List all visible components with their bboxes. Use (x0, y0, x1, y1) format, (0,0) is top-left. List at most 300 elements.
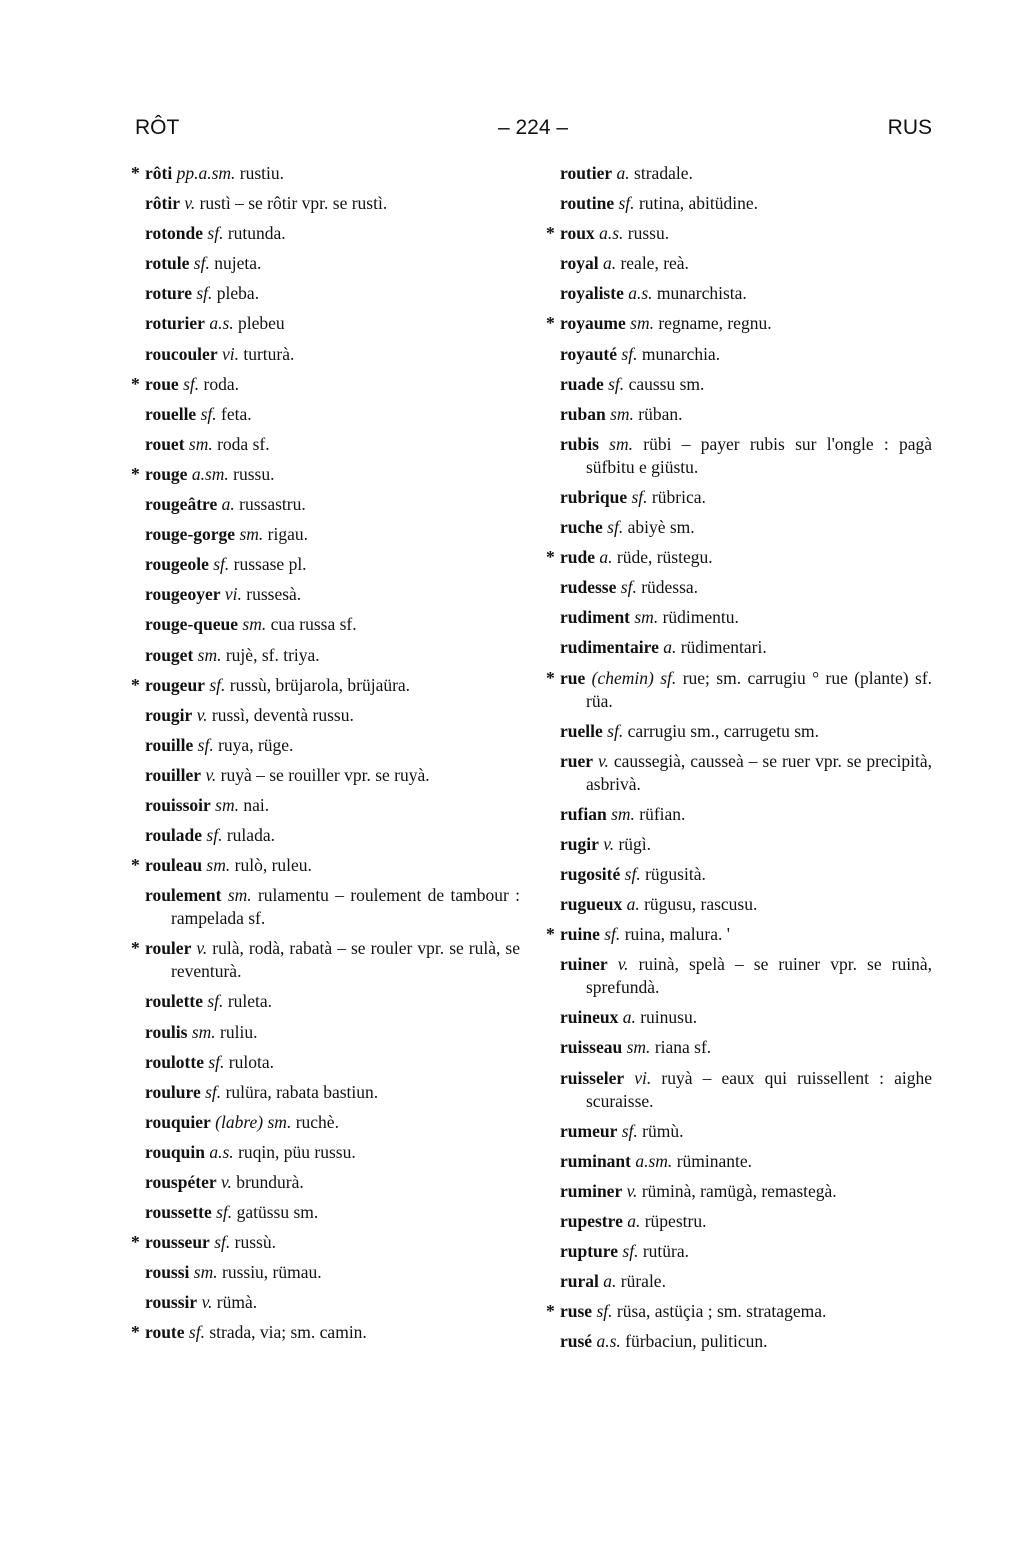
translation: rulò, ruleu. (234, 855, 312, 876)
translation: riana sf. (654, 1037, 712, 1058)
translation: rüminante. (676, 1150, 753, 1171)
grammar-label: sf. (216, 1202, 233, 1223)
dictionary-entry (560, 162, 932, 185)
grammar-label: sm. (242, 614, 267, 635)
headword: ruine (560, 924, 600, 945)
entry-star-marker: * (131, 674, 140, 695)
dictionary-entry (145, 794, 520, 817)
entry-star-marker: * (546, 313, 555, 334)
translation: munarchista. (656, 283, 747, 304)
dictionary-entry (145, 192, 520, 215)
translation: plebeu (238, 313, 285, 334)
grammar-label: a.s. (209, 313, 234, 334)
grammar-label: sm. (197, 644, 222, 665)
dictionary-entry (546, 312, 932, 335)
grammar-label: sf. (621, 1120, 638, 1141)
dictionary-entry (560, 1180, 932, 1203)
grammar-label: sm. (215, 794, 239, 815)
translation: rue; sm. carrugiu ° rue (plante) sf. rüa. (586, 667, 933, 711)
translation: gatüssu sm. (236, 1202, 319, 1223)
dictionary-entry (560, 282, 932, 305)
translation: rutunda. (227, 223, 286, 244)
headword: rougeur (145, 674, 205, 695)
translation: rüfian. (639, 803, 686, 824)
grammar-label: a.s. (628, 283, 653, 304)
headword: ruelle (560, 720, 603, 741)
grammar-label: sf. (208, 1051, 225, 1072)
headword: rufian (560, 803, 607, 824)
grammar-label: sm. (611, 803, 635, 824)
dictionary-entry (546, 222, 932, 245)
translation: russu. (233, 463, 275, 484)
translation: ruya, rüge. (218, 734, 294, 755)
headword: rudiment (560, 607, 630, 628)
grammar-label: v. (626, 1180, 638, 1201)
translation: ruyà – se rouiller vpr. se ruyà. (220, 764, 430, 785)
headword: rousseur (145, 1232, 210, 1253)
headword: roussi (145, 1262, 190, 1283)
headword: rupture (560, 1241, 619, 1261)
dictionary-entry (560, 373, 932, 396)
headword: roulade (145, 825, 203, 846)
grammar-label: v. (603, 833, 615, 854)
headword: rouissoir (145, 794, 211, 815)
translation: ruchè. (295, 1111, 339, 1132)
grammar-label: vi. (634, 1067, 652, 1088)
translation: rulada. (226, 825, 275, 846)
headword: roucouler (145, 343, 218, 364)
dictionary-entry (560, 636, 932, 659)
headword: ruche (560, 517, 603, 538)
dictionary-entry (560, 1006, 932, 1029)
header-last-word: RUS (887, 116, 932, 139)
translation: rübrica. (651, 486, 706, 507)
grammar-label: pp.a.sm. (176, 163, 236, 183)
dictionary-entry (546, 546, 932, 569)
dictionary-entry (131, 463, 520, 486)
translation: rigau. (267, 524, 308, 545)
headword: roussir (145, 1292, 198, 1313)
translation: rümà. (216, 1292, 258, 1313)
headword: routier (560, 163, 613, 183)
grammar-label: a.sm. (635, 1150, 673, 1171)
headword: royaume (560, 313, 626, 334)
headword: rougeole (145, 554, 209, 575)
dictionary-entry (560, 343, 932, 366)
translation: rutina, abitüdine. (638, 193, 759, 214)
translation: munarchia. (641, 343, 721, 364)
headword: rotonde (145, 223, 204, 244)
dictionary-entry (145, 403, 520, 426)
translation: rulamentu – roulement de tambour : rampelada sf. (171, 885, 521, 929)
dictionary-entry (145, 493, 520, 516)
dictionary-entry (145, 1261, 520, 1284)
entry-star-marker: * (546, 924, 555, 945)
translation: rulota. (228, 1051, 274, 1072)
translation: russù, brüjarola, brüjaüra. (229, 674, 411, 695)
grammar-label: v. (598, 750, 609, 771)
dictionary-entry (145, 252, 520, 275)
grammar-label: sf. (214, 1232, 231, 1253)
translation: russù. (234, 1232, 276, 1253)
grammar-label: a. (603, 1271, 617, 1292)
dictionary-entry (145, 824, 520, 847)
headword: rudesse (560, 577, 617, 598)
entry-star-marker: * (546, 1301, 555, 1322)
headword: roulis (145, 1021, 188, 1042)
translation: rügì. (618, 833, 652, 854)
grammar-label: sm. (191, 1021, 216, 1042)
headword: roux (560, 223, 595, 244)
dictionary-entry (131, 373, 520, 396)
translation: ruleta. (227, 991, 273, 1012)
grammar-label: a. (626, 894, 640, 915)
headword: rouspéter (145, 1172, 217, 1192)
translation: rüdessa. (641, 577, 699, 598)
dictionary-entry (560, 576, 932, 599)
grammar-label: sf. (207, 223, 224, 244)
dictionary-entry (560, 1330, 932, 1353)
grammar-label: sf. (206, 825, 223, 846)
grammar-label: sf. (618, 193, 635, 214)
translation: strada, via; sm. camin. (209, 1322, 367, 1343)
dictionary-entry (145, 222, 520, 245)
translation: rüpestru. (644, 1210, 707, 1231)
dictionary-entry (145, 990, 520, 1013)
headword: roulement (145, 885, 222, 906)
headword: rumeur (560, 1120, 618, 1141)
grammar-label: v. (196, 938, 208, 959)
dictionary-entry (560, 803, 932, 826)
headword: rubis (560, 433, 599, 454)
translation: brundurà. (236, 1172, 304, 1192)
translation: ruqin, püu russu. (238, 1141, 356, 1162)
grammar-label: sf. (621, 343, 638, 364)
grammar-label: a. (663, 637, 677, 658)
entry-star-marker: * (131, 1322, 140, 1343)
entry-star-marker: * (131, 938, 140, 959)
translation: caussu sm. (628, 373, 705, 394)
grammar-label: a.s. (596, 1331, 621, 1352)
headword: rouge (145, 463, 188, 484)
headword: rude (560, 547, 595, 568)
translation: roda. (203, 373, 239, 394)
headword: ruisseau (560, 1037, 623, 1058)
headword: ruse (560, 1301, 593, 1322)
grammar-label: sm. (206, 855, 231, 876)
dictionary-entry (145, 884, 520, 930)
headword: rôti (145, 163, 173, 183)
headword: roturier (145, 313, 205, 334)
grammar-label: (labre) sm. (215, 1111, 292, 1132)
headword: rouille (145, 734, 194, 755)
translation: pleba. (216, 283, 260, 304)
headword: rugir (560, 833, 599, 854)
headword: rudimentaire (560, 637, 659, 658)
grammar-label: sm. (239, 524, 264, 545)
grammar-label: a. (221, 494, 235, 515)
headword: rouler (145, 938, 192, 959)
grammar-label: sf. (197, 734, 214, 755)
dictionary-entry (145, 523, 520, 546)
headword: royaliste (560, 283, 624, 304)
dictionary-entry (145, 343, 520, 366)
headword: roulotte (145, 1051, 204, 1072)
translation: rüminà, ramügà, remastegà. (641, 1180, 837, 1201)
headword: roue (145, 373, 179, 394)
grammar-label: sf. (209, 674, 226, 695)
headword: rusé (560, 1331, 593, 1352)
translation: fürbaciun, puliticun. (625, 1331, 768, 1352)
dictionary-entry (145, 1291, 520, 1314)
translation: russiu, rümau. (222, 1262, 322, 1283)
headword: roulure (145, 1081, 201, 1102)
translation: rüban. (638, 403, 683, 424)
headword: rougir (145, 704, 193, 725)
grammar-label: a. (627, 1210, 641, 1231)
translation: rüdimentu. (662, 607, 739, 628)
dictionary-entry (145, 583, 520, 606)
grammar-label: sf. (205, 1081, 222, 1102)
header-first-word: RÔT (135, 116, 180, 139)
dictionary-entry (560, 516, 932, 539)
dictionary-entry (560, 1210, 932, 1233)
dictionary-entry (131, 162, 520, 185)
translation: rüdimentari. (680, 637, 767, 658)
grammar-label: sf. (624, 863, 641, 884)
headword: royal (560, 253, 599, 274)
translation: russase pl. (233, 554, 307, 575)
translation: regname, regnu. (658, 313, 772, 334)
translation: ruyà – eaux qui ruissellent : aighe scuraisse. (586, 1067, 933, 1111)
grammar-label: v. (201, 1292, 213, 1313)
headword: royauté (560, 343, 618, 364)
dictionary-entry (145, 1081, 520, 1104)
headword: rugosité (560, 863, 621, 884)
grammar-label: sf. (604, 924, 621, 945)
translation: nai. (243, 794, 270, 815)
dictionary-entry (560, 863, 932, 886)
translation: rüsa, astüçia ; sm. stratagema. (616, 1301, 827, 1322)
headword: rouleau (145, 855, 203, 876)
dictionary-entry (560, 833, 932, 856)
headword: rouge-queue (145, 614, 239, 635)
translation: rulà, rodà, rabatà – se rouler vpr. se rulà, se reventurà. (171, 938, 521, 982)
grammar-label: a.s. (209, 1141, 234, 1162)
page-number: – 224 – (497, 116, 569, 139)
dictionary-entry (560, 1036, 932, 1059)
grammar-label: sf. (196, 283, 213, 304)
dictionary-entry (145, 282, 520, 305)
translation: rustiu. (239, 163, 285, 183)
dictionary-entry (560, 953, 932, 999)
dictionary-entry (145, 1051, 520, 1074)
translation: ruina, malura. ' (624, 924, 730, 945)
dictionary-entry (145, 734, 520, 757)
dictionary-entry (560, 433, 932, 479)
dictionary-entry (560, 486, 932, 509)
translation: rustì – se rôtir vpr. se rustì. (199, 193, 388, 214)
grammar-label: sf. (607, 720, 624, 741)
headword: ruminant (560, 1150, 631, 1171)
headword: rouiller (145, 764, 202, 785)
dictionary-entry (131, 1321, 520, 1344)
dictionary-entry (546, 923, 932, 946)
grammar-label: a. (616, 163, 630, 183)
headword: rupestre (560, 1210, 623, 1231)
dictionary-entry (145, 1021, 520, 1044)
headword: routine (560, 193, 615, 214)
dictionary-entry (560, 720, 932, 743)
headword: rue (560, 667, 586, 688)
grammar-label: vi. (221, 343, 239, 364)
dictionary-entry (131, 854, 520, 877)
dictionary-entry (546, 1300, 932, 1323)
headword: rouget (145, 644, 194, 665)
right-column (546, 162, 933, 1360)
translation: russastru. (239, 494, 306, 515)
translation: ruliu. (220, 1021, 258, 1042)
translation: rüde, rüstegu. (616, 547, 713, 568)
headword: ruineux (560, 1007, 619, 1028)
grammar-label: sm. (630, 313, 654, 334)
translation: feta. (221, 403, 252, 424)
dictionary-entry (145, 553, 520, 576)
headword: ruban (560, 403, 606, 424)
translation: abiyè sm. (627, 517, 695, 538)
headword: ruminer (560, 1180, 623, 1201)
translation: ruinusu. (640, 1007, 698, 1028)
translation: rutüra. (642, 1241, 689, 1261)
grammar-label: vi. (224, 584, 242, 605)
headword: rouelle (145, 403, 197, 424)
entry-star-marker: * (546, 547, 555, 568)
dictionary-entry (145, 312, 520, 335)
grammar-label: v. (220, 1172, 232, 1192)
dictionary-entry (560, 1270, 932, 1293)
grammar-label: a. (599, 547, 613, 568)
translation: ruinà, spelà – se ruiner vpr. se ruinà, sprefundà. (586, 954, 933, 998)
left-column (131, 162, 521, 1352)
translation: carrugiu sm., carrugetu sm. (627, 720, 820, 741)
headword: rouet (145, 433, 185, 454)
grammar-label: a.sm. (191, 463, 229, 484)
grammar-label: sf. (200, 403, 217, 424)
entry-star-marker: * (131, 463, 140, 484)
entry-star-marker: * (546, 223, 555, 244)
dictionary-entry (560, 1150, 932, 1173)
dictionary-entry (145, 1111, 520, 1134)
dictionary-entry (560, 750, 932, 796)
grammar-label: sm. (188, 433, 213, 454)
translation: rujè, sf. triya. (225, 644, 320, 665)
dictionary-entry (546, 667, 933, 713)
grammar-label: (chemin) sf. (591, 667, 677, 688)
dictionary-entry (145, 613, 520, 636)
headword: rôtir (145, 193, 180, 214)
grammar-label: sf. (608, 373, 625, 394)
grammar-label: sf. (596, 1301, 613, 1322)
dictionary-entry (145, 644, 520, 667)
grammar-label: sm. (193, 1262, 218, 1283)
grammar-label: sf. (631, 486, 648, 507)
grammar-label: v. (196, 704, 208, 725)
headword: rural (560, 1271, 599, 1292)
headword: ruer (560, 750, 594, 771)
dictionary-entry (145, 1171, 520, 1194)
headword: ruiner (560, 954, 608, 975)
entry-star-marker: * (131, 1232, 140, 1253)
translation: russì, deventà russu. (211, 704, 354, 725)
grammar-label: sf. (622, 1241, 639, 1261)
translation: rübi – payer rubis sur l'ongle : pagà süfbitu e giüstu. (586, 433, 933, 477)
grammar-label: sf. (188, 1322, 205, 1343)
headword: ruade (560, 373, 604, 394)
dictionary-entry (560, 1067, 932, 1113)
grammar-label: sf. (193, 253, 210, 274)
entry-star-marker: * (131, 163, 140, 183)
entry-star-marker: * (131, 373, 140, 394)
headword: rouquin (145, 1141, 205, 1162)
translation: cua russa sf. (270, 614, 357, 635)
translation: caussegià, causseà – se ruer vpr. se precipità, asbrivà. (586, 750, 932, 794)
dictionary-entry (131, 1231, 520, 1254)
entry-star-marker: * (131, 855, 140, 876)
dictionary-entry (560, 893, 932, 916)
headword: ruisseler (560, 1067, 625, 1088)
headword: roulette (145, 991, 203, 1012)
grammar-label: sf. (213, 554, 230, 575)
dictionary-entry (560, 252, 932, 275)
grammar-label: a. (622, 1007, 636, 1028)
translation: roda sf. (217, 433, 270, 454)
translation: reale, reà. (620, 253, 689, 274)
dictionary-entry (560, 606, 932, 629)
translation: rümù. (642, 1120, 684, 1141)
headword: rugueux (560, 894, 623, 915)
grammar-label: sf. (207, 991, 224, 1012)
grammar-label: sm. (609, 433, 633, 454)
dictionary-entry (145, 1141, 520, 1164)
grammar-label: sf. (620, 577, 637, 598)
grammar-label: sf. (607, 517, 624, 538)
dictionary-entry (145, 764, 520, 787)
translation: rügusu, rascusu. (644, 894, 758, 915)
translation: stradale. (634, 163, 693, 183)
translation: rürale. (620, 1271, 666, 1292)
grammar-label: a.s. (599, 223, 624, 244)
page-header (0, 116, 1024, 146)
translation: rügusità. (645, 863, 706, 884)
headword: roussette (145, 1202, 212, 1223)
dictionary-entry (560, 1240, 932, 1263)
headword: rougeoyer (145, 584, 221, 605)
headword: rougeâtre (145, 494, 218, 515)
grammar-label: sm. (634, 607, 659, 628)
translation: rulüra, rabata bastiun. (225, 1081, 379, 1102)
headword: rotule (145, 253, 190, 274)
dictionary-entry (560, 403, 932, 426)
grammar-label: sm. (227, 885, 252, 906)
dictionary-entry (145, 433, 520, 456)
grammar-label: v. (184, 193, 196, 214)
dictionary-entry (145, 1201, 520, 1224)
translation: russu. (627, 223, 670, 244)
grammar-label: v. (617, 954, 629, 975)
headword: roture (145, 283, 192, 304)
translation: turturà. (243, 343, 295, 364)
grammar-label: v. (205, 764, 217, 785)
